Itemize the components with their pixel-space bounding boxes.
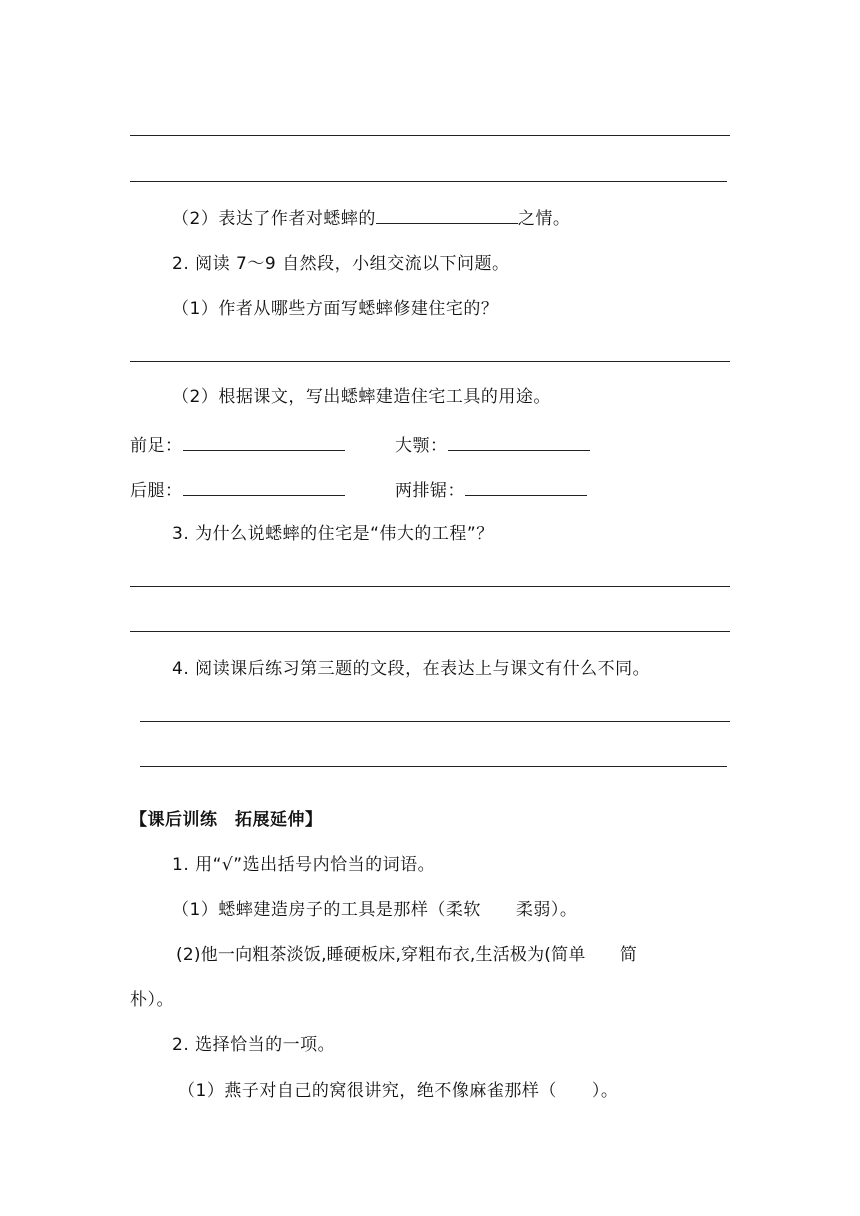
tool-jaws (395, 432, 590, 458)
tool-label: 前足： (130, 436, 183, 456)
question-2-sub-1: （1）作者从哪些方面写蟋蟀修建住宅的？ (172, 299, 499, 319)
answer-line[interactable] (140, 721, 730, 722)
exercise-1-heading: 1. 用“√”选出括号内恰当的词语。 (172, 855, 436, 875)
question-4: 4. 阅读课后练习第三题的文段，在表达上与课文有什么不同。 (172, 659, 651, 679)
question-1-2 (172, 205, 570, 231)
fill-blank[interactable] (183, 432, 345, 451)
fill-blank[interactable] (376, 205, 518, 224)
exercise-1-item-2-line-1: (2)他一向粗茶淡饭,睡硬板床,穿粗布衣,生活极为(简单 简 (176, 945, 638, 965)
answer-line[interactable] (140, 766, 727, 767)
fill-blank[interactable] (448, 432, 590, 451)
answer-line[interactable] (130, 361, 730, 362)
answer-line[interactable] (130, 631, 730, 632)
tool-front-legs (130, 432, 345, 458)
exercise-1-item-1: （1）蟋蟀建造房子的工具是那样（柔软 柔弱）。 (172, 900, 578, 920)
tool-saws (395, 477, 587, 503)
tool-hind-legs (130, 477, 345, 503)
question-1-2-prefix: （2）表达了作者对蟋蟀的 (172, 209, 376, 229)
fill-blank[interactable] (183, 477, 345, 496)
tool-label: 两排锯： (395, 481, 465, 501)
tool-label: 后腿： (130, 481, 183, 501)
exercise-2-item-1: （1）燕子对自己的窝很讲究，绝不像麻雀那样（ ）。 (178, 1081, 619, 1101)
question-3: 3. 为什么说蟋蟀的住宅是“伟大的工程”？ (172, 524, 494, 544)
section-heading: 【课后训练 拓展延伸】 (130, 810, 323, 830)
answer-line[interactable] (130, 586, 730, 587)
answer-line[interactable] (130, 181, 727, 182)
tool-label: 大颚： (395, 436, 448, 456)
question-2-heading: 2. 阅读 7～9 自然段，小组交流以下问题。 (172, 254, 510, 274)
question-2-sub-2: （2）根据课文，写出蟋蟀建造住宅工具的用途。 (172, 387, 551, 407)
exercise-2-heading: 2. 选择恰当的一项。 (172, 1035, 336, 1055)
exercise-1-item-2-line-2: 朴）。 (130, 990, 174, 1010)
fill-blank[interactable] (465, 477, 587, 496)
answer-line[interactable] (130, 135, 730, 136)
question-1-2-suffix: 之情。 (517, 209, 571, 229)
